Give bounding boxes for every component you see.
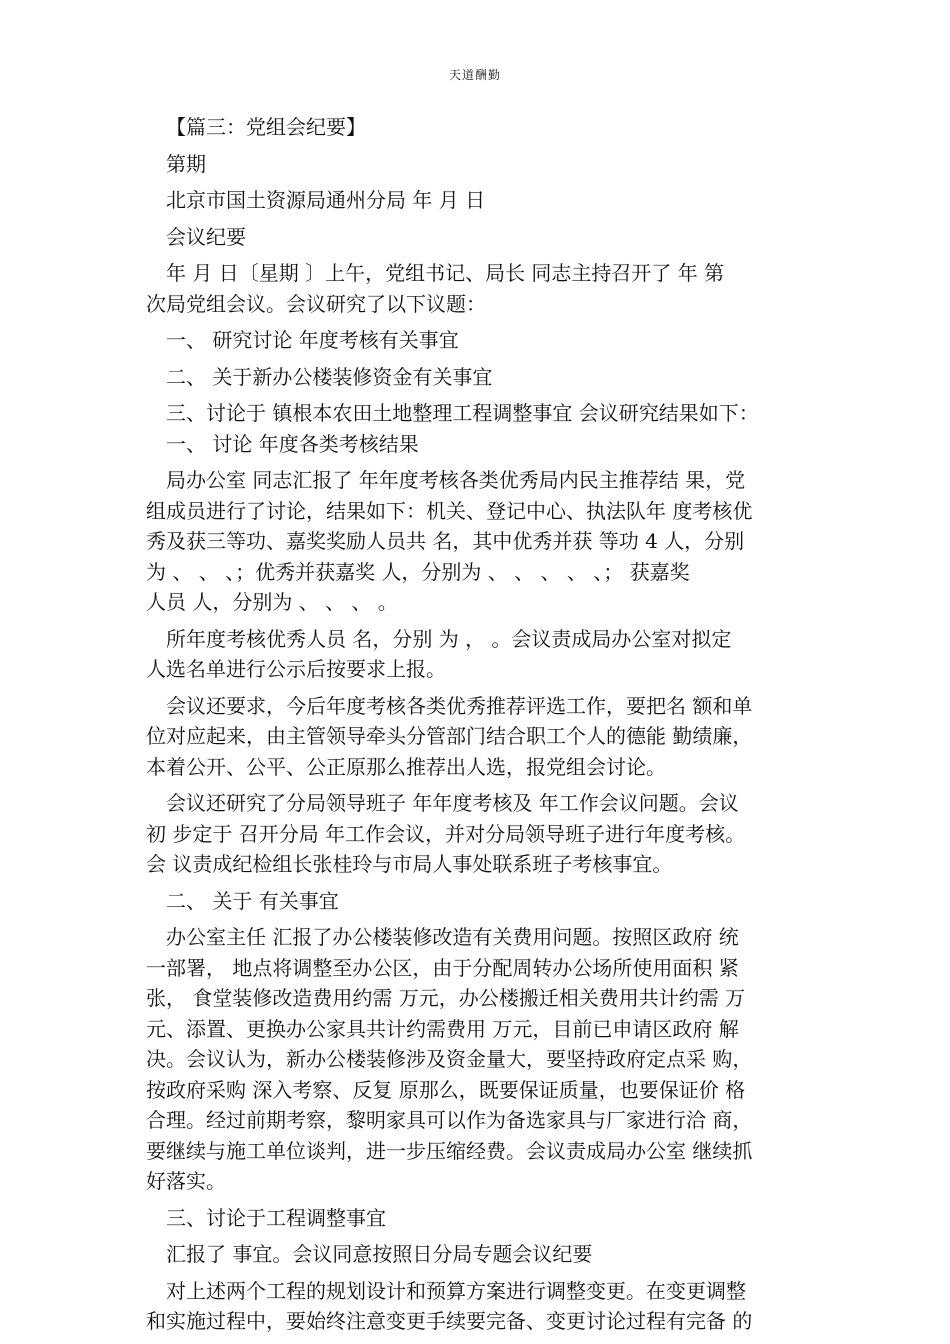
text-line: 次局党组会议。会议研究了以下议题： <box>146 291 486 316</box>
text-line: 元、添置、更换办公家具共计约需费用 万元，目前已申请区政府 解 <box>146 1016 739 1041</box>
text-line: 人员 人，分别为 、 、 、 。 <box>146 590 398 614</box>
text-line: 所年度考核优秀人员 名，分别 为 ， 。会议责成局办公室对拟定 <box>166 626 732 651</box>
text-line: 三、讨论于工程调整事宜 <box>166 1205 386 1230</box>
text-line: 【篇三：党组会纪要】 <box>166 115 366 139</box>
text-line: 汇报了 事宜。会议同意按照日分局专题会议纪要 <box>166 1242 593 1266</box>
text-line: 北京市国土资源局通州分局 年 月 日 <box>166 188 486 212</box>
text-line: 决。会议认为，新办公楼装修涉及资金量大，要坚持政府定点采 购， <box>146 1047 753 1071</box>
text-line: 会 议责成纪检组长张桂玲与市局人事处联系班子考核事宜。 <box>146 852 673 876</box>
text-line: 第期 <box>166 151 206 176</box>
text-line: 三、讨论于 镇根本农田土地整理工程调整事宜 会议研究结果如下： <box>166 401 759 425</box>
text-line: 会议还研究了分局领导班子 年年度考核及 年工作会议问题。会议 <box>166 791 739 815</box>
text-line: 局办公室 同志汇报了 年年度考核各类优秀局内民主推荐结 果，党 <box>166 468 746 492</box>
text-line: 本着公开、公平、公正原那么推荐出人选，报党组会讨论。 <box>146 754 666 779</box>
text-line: 初 步定于 召开分局 年工作会议，并对分局领导班子进行年度考核。 <box>146 821 746 846</box>
text-line: 秀及获三等功、嘉奖奖励人员共 名，其中优秀并获 等功 4 人，分别 <box>146 529 745 553</box>
text-line: 要继续与施工单位谈判，进一步压缩经费。会议责成局办公室 继续抓 <box>146 1138 753 1163</box>
text-line: 对上述两个工程的规划设计和预算方案进行调整变更。在变更调整 <box>166 1278 746 1303</box>
document-body <box>146 112 802 1337</box>
text-line: 张， 食堂装修改造费用约需 万元，办公楼搬迁相关费用共计约需 万 <box>146 986 746 1010</box>
text-line: 办公室主任 汇报了办公楼装修改造有关费用问题。按照区政府 统 <box>166 925 739 949</box>
text-line: 会议纪要 <box>166 224 246 249</box>
text-line: 一、 研究讨论 年度考核有关事宜 <box>166 328 459 352</box>
text-line: 位对应起来，由主管领导牵头分管部门结合职工个人的德能 勤绩廉， <box>146 724 753 748</box>
text-line: 和实施过程中，要始终注意变更手续要完备、变更讨论过程有完备 的 <box>146 1309 753 1333</box>
text-line: 年 月 日〔星期 〕上午，党组书记、局长 同志主持召开了 年 第 <box>166 261 725 285</box>
text-line: 人选名单进行公示后按要求上报。 <box>146 657 446 681</box>
text-line: 按政府采购 深入考察、反复 原那么，既要保证质量，也要保证价 格 <box>146 1077 746 1102</box>
text-line: 二、 关于 有关事宜 <box>166 888 339 913</box>
page-header: 天道酬勤 <box>448 68 501 82</box>
text-line: 合理。经过前期考察，黎明家具可以作为备选家具与厂家进行洽 商， <box>146 1108 753 1132</box>
text-line: 一、 讨论 年度各类考核结果 <box>166 431 419 456</box>
text-line: 一部署， 地点将调整至办公区，由于分配周转办公场所使用面积 紧 <box>146 955 739 980</box>
text-line: 好落实。 <box>146 1169 226 1193</box>
text-line: 会议还要求，今后年度考核各类优秀推荐评选工作，要把名 额和单 <box>166 693 753 718</box>
text-line: 为 、 、 、；优秀并获嘉奖 人，分别为 、 、 、 、 、； 获嘉奖 <box>146 559 690 584</box>
text-line: 二、 关于新办公楼装修资金有关事宜 <box>166 364 493 389</box>
text-line: 组成员进行了讨论，结果如下：机关、登记中心、执法队年 度考核优 <box>146 498 753 523</box>
